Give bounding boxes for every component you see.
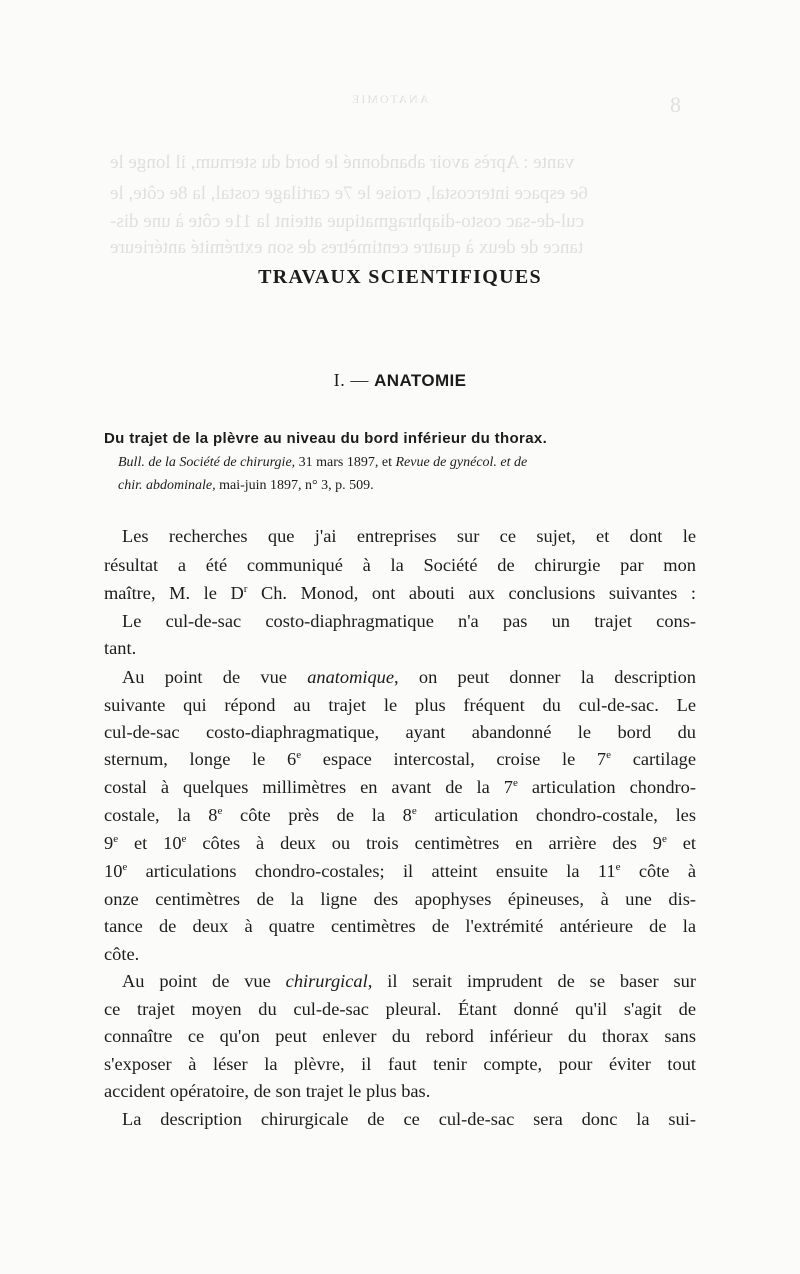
body-line: accident opératoire, de son trajet le plus bas.	[104, 1081, 431, 1101]
body-line: connaître ce qu'on peut enlever du rebord inférieur du thorax sans	[104, 1026, 696, 1046]
body-line: maître, M. le $D^r$ Ch. Monod, ont abouti aux conclusions suivantes :	[104, 582, 697, 603]
citation-journal: Revue de gynécol. et de	[395, 455, 528, 470]
body-line: Les recherches que j'ai entreprises sur ce sujet, et dont le	[122, 526, 696, 546]
bleed-through-line: cul-de-sac costo-diaphragmatique atteint la 11e côte à une dis-	[110, 211, 585, 232]
citation-journal: chir. abdominale,	[118, 478, 216, 493]
citation-date: 31 mars 1897, et	[298, 455, 392, 470]
page-title: TRAVAUX SCIENTIFIQUES	[258, 266, 542, 288]
bleed-through-page-number: 8	[670, 92, 681, 117]
bleed-through-line: 6e espace intercostal, croise le 7e cartilage costal, la 8e côte, le	[110, 183, 588, 204]
bleed-through-line: vante : Après avoir abandonné le bord du sternum, il longe le	[110, 152, 575, 173]
body-line: côte.	[104, 944, 140, 964]
body-line: s'exposer à léser la plèvre, il faut tenir compte, pour éviter tout	[104, 1054, 696, 1074]
citation-date: mai-juin 1897, n° 3, p. 509.	[219, 478, 374, 493]
body-line: tance de deux à quatre centimètres de l'extrémité antérieure de la	[104, 916, 696, 936]
body-line: cul-de-sac costo-diaphragmatique, ayant abandonné le bord du	[104, 722, 696, 742]
reference-citation-line	[118, 455, 698, 471]
body-line: ce trajet moyen du cul-de-sac pleural. Étant donné qu'il s'agit de	[104, 999, 696, 1019]
reference-citation-line	[118, 478, 374, 494]
body-line: 10e articulations chondro-costales; il atteint ensuite la 11e côte à	[104, 860, 696, 881]
body-line: 9e et 10e côtes à deux ou trois centimètres en arrière des 9e et	[104, 832, 697, 853]
body-line: Le cul-de-sac costo-diaphragmatique n'a pas un trajet cons-	[122, 611, 696, 631]
body-line: tant.	[104, 638, 137, 658]
body-line: onze centimètres de la ligne des apophyses épineuses, à une dis-	[104, 889, 696, 909]
citation-journal: Bull. de la Société de chirurgie,	[118, 455, 296, 470]
body-line: Au point de vue chirurgical, il serait imprudent de se baser sur	[122, 971, 697, 991]
body-line: costal à quelques millimètres en avant de la 7e articulation chondro-	[104, 776, 696, 797]
body-line: costale, la 8e côte près de la 8e articulation chondro-costale, les	[104, 804, 696, 825]
body-line: sternum, longe le 6e espace intercostal, croise le 7e cartilage	[104, 748, 696, 769]
body-line: résultat a été communiqué à la Société de chirurgie par mon	[104, 555, 696, 575]
reference-title: Du trajet de la plèvre au niveau du bord inférieur du thorax.	[104, 430, 548, 447]
body-line: Au point de vue anatomique, on peut donner la description	[122, 667, 696, 687]
bleed-through-heading: ANATOMIE	[350, 92, 429, 106]
body-line: suivante qui répond au trajet le plus fréquent du cul-de-sac. Le	[104, 695, 696, 715]
section-heading	[0, 370, 800, 391]
body-line: La description chirurgicale de ce cul-de-sac sera donc la sui-	[122, 1109, 696, 1129]
section-number: I. —	[333, 370, 369, 390]
bleed-through-line: tance de deux à quatre centimètres de son extrémité antérieure	[110, 237, 584, 258]
section-title: ANATOMIE	[374, 371, 467, 390]
